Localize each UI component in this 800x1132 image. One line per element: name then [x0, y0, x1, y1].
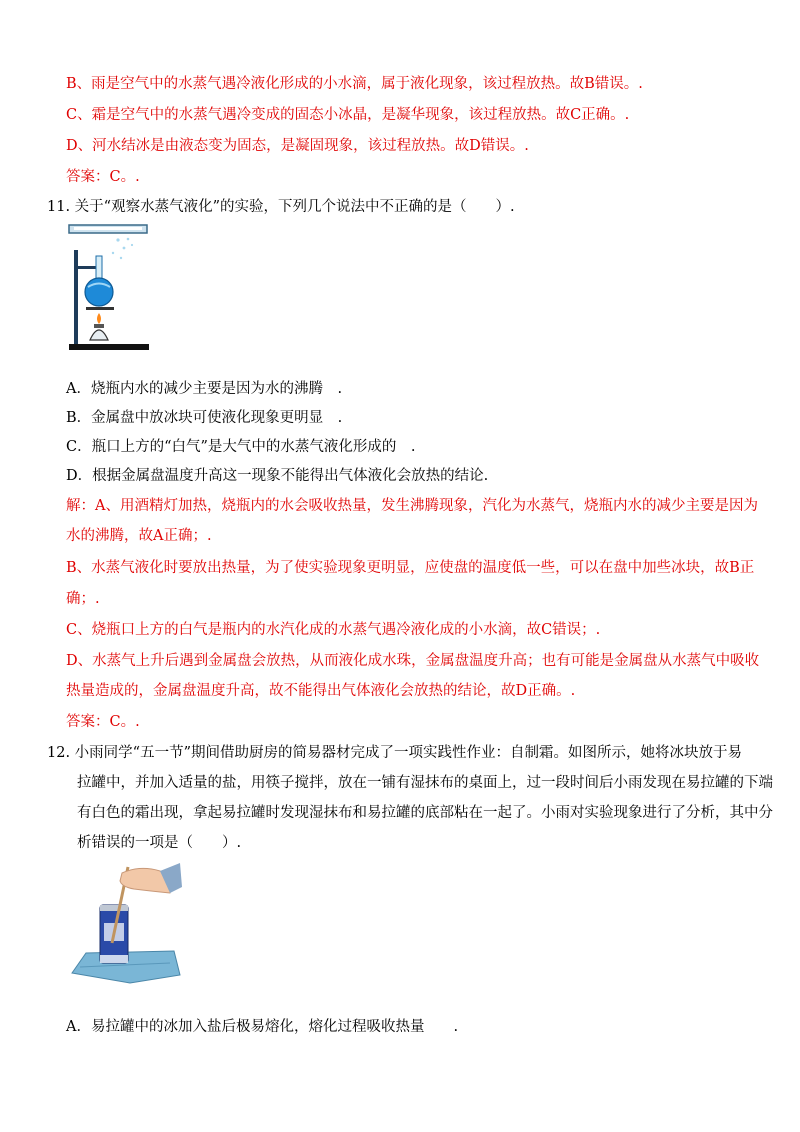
- solution-11-line-5: C、烧瓶口上方的白气是瓶内的水汽化成的水蒸气遇冷液化成的小水滴，故C错误；.: [66, 622, 601, 638]
- question-12-line-3: 有白色的霜出现，拿起易拉罐时发现湿抹布和易拉罐的底部粘在一起了。小雨对实验现象进行了分析，其中分: [77, 805, 773, 821]
- solution-11-line-1: 解：A、用酒精灯加热，烧瓶内的水会吸收热量，发生沸腾现象，汽化为水蒸气，烧瓶内水的减少主要是因为: [66, 498, 758, 514]
- solution-11-line-3: B、水蒸气液化时要放出热量，为了使实验现象更明显，应使盘的温度低一些，可以在盘中加些冰块，故B正: [66, 560, 755, 576]
- flask-neck: [96, 256, 102, 280]
- question-11: 11. 关于“观察水蒸气液化”的实验，下列几个说法中不正确的是（ ）.: [47, 199, 515, 215]
- line-d-prev: D、河水结冰是由液态变为固态，是凝固现象，该过程放热。故D错误。.: [66, 138, 529, 154]
- solution-11-line-4: 确；.: [66, 591, 100, 607]
- line-b-prev: B、雨是空气中的水蒸气遇冷液化形成的小水滴，属于液化现象，该过程放热。故B错误。.: [66, 76, 643, 92]
- line-c-prev: C、霜是空气中的水蒸气遇冷变成的固态小冰晶，是凝华现象，该过程放热。故C正确。.: [66, 107, 630, 123]
- answer-prev: 答案：C。.: [66, 169, 140, 185]
- answer-11: 答案：C。.: [66, 714, 140, 730]
- water-droplets: [112, 238, 133, 260]
- option-11-d: D．根据金属盘温度升高这一现象不能得出气体液化会放热的结论.: [66, 468, 489, 484]
- stand-base: [69, 344, 149, 350]
- flask-body: [85, 278, 113, 306]
- homemade-frost-figure: [70, 863, 182, 987]
- solution-11-line-6: D、水蒸气上升后遇到金属盘会放热，从而液化成水珠，金属盘温度升高；也有可能是金属盘从水蒸气中吸收: [66, 653, 760, 669]
- stand-rod: [74, 250, 78, 345]
- question-12-line-1: 12. 小雨同学“五一节”期间借助厨房的简易器材完成了一项实践性作业：自制霜。如图所示，她将冰块放于易: [47, 745, 742, 761]
- option-11-a: A．烧瓶内水的减少主要是因为水的沸腾 .: [66, 381, 343, 397]
- question-12-line-2: 拉罐中，并加入适量的盐，用筷子搅拌，放在一铺有湿抹布的桌面上，过一段时间后小雨发现在易拉罐的下端: [77, 775, 773, 791]
- question-12-line-4: 析错误的一项是（ ）.: [77, 835, 242, 851]
- option-11-c: C．瓶口上方的“白气”是大气中的水蒸气液化形成的 .: [66, 439, 416, 455]
- solution-11-line-2: 水的沸腾，故A正确；.: [66, 528, 212, 544]
- solution-11-line-7: 热量造成的，金属盘温度升高，故不能得出气体液化会放热的结论，故D正确。.: [66, 683, 576, 699]
- option-11-b: B．金属盘中放冰块可使液化现象更明显 .: [66, 410, 343, 426]
- flame: [97, 313, 101, 324]
- liquefaction-apparatus-figure: [66, 220, 160, 356]
- option-12-a: A．易拉罐中的冰加入盐后极易熔化，熔化过程吸收热量 .: [66, 1019, 459, 1035]
